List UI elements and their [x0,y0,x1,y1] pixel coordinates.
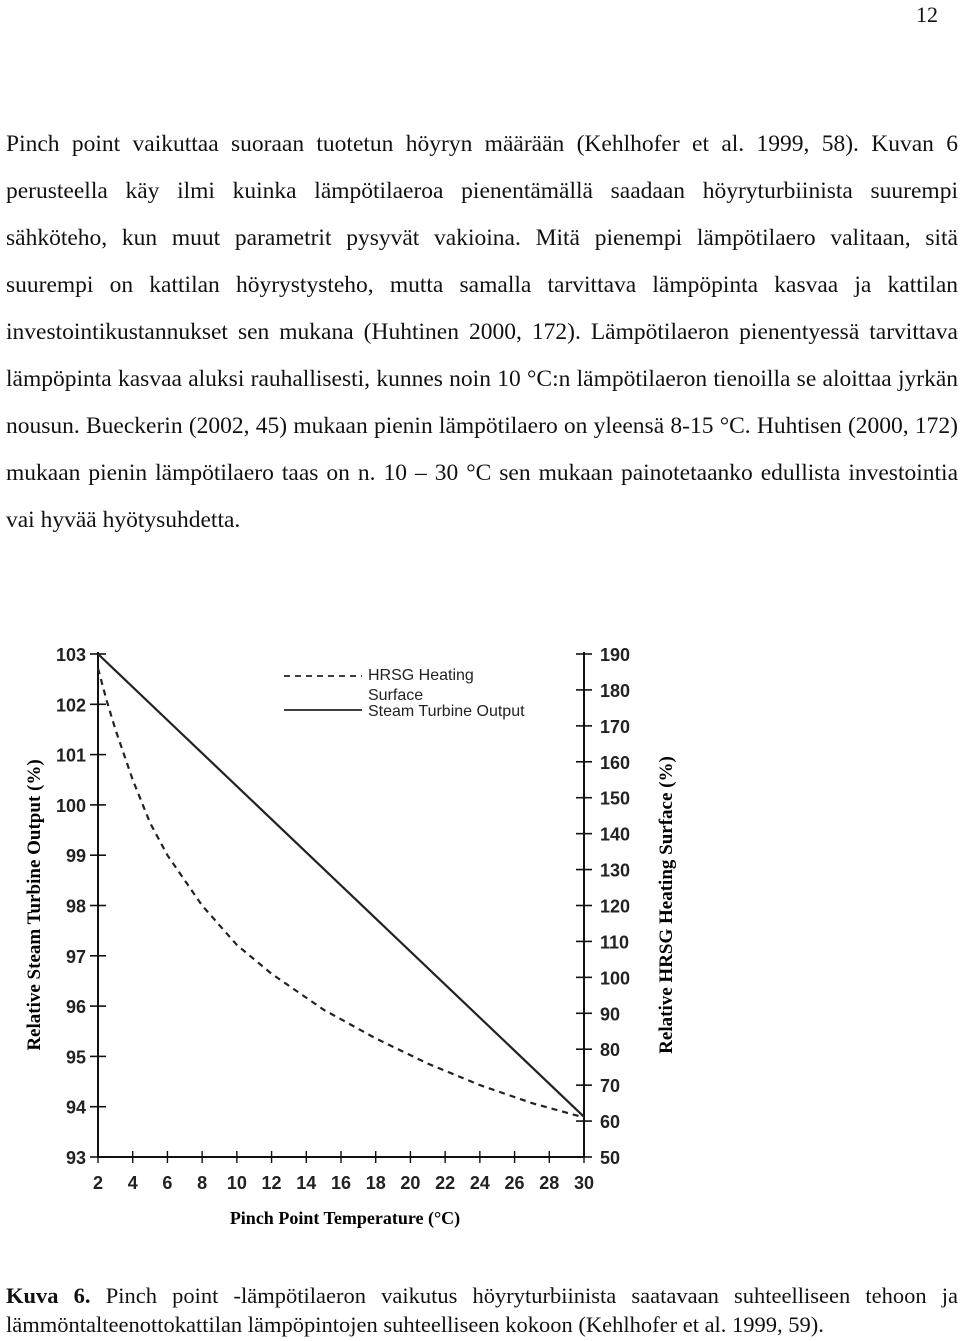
x-tick-label: 4 [127,1173,138,1193]
x-tick-label: 24 [469,1173,490,1193]
right-tick-label: 160 [600,752,631,773]
series-line-steam-turbine-output [98,654,584,1117]
left-tick-label: 98 [65,896,86,917]
chart-svg [0,630,960,1240]
series-line-hrsg-heating-surface [98,668,584,1117]
right-tick-label: 90 [600,1004,621,1025]
legend [284,667,525,720]
x-axis-title: Pinch Point Temperature (°C) [229,1208,461,1228]
x-tick-label: 26 [504,1173,525,1193]
right-tick-label: 60 [600,1112,621,1133]
chart-series [98,654,584,1118]
right-tick-label: 150 [600,788,631,809]
figure-caption [6,1281,958,1339]
right-tick-label: 80 [600,1040,621,1061]
page-number: 12 [916,2,938,27]
figure-pinch-point-chart [0,630,960,1240]
left-tick-label: 102 [55,695,86,716]
right-tick-label: 140 [600,824,631,845]
right-tick-label: 50 [600,1148,621,1168]
left-tick-label: 93 [65,1148,86,1168]
x-tick-label: 16 [330,1173,352,1193]
x-tick-label: 6 [162,1173,173,1193]
legend-label-turbine: Steam Turbine Output [368,703,525,720]
x-tick-label: 28 [539,1173,560,1193]
y-left-axis-title: Relative Steam Turbine Output (%) [24,759,45,1051]
left-tick-label: 97 [65,946,86,967]
x-tick-label: 14 [296,1173,317,1193]
x-tick-label: 2 [92,1173,104,1193]
right-tick-label: 170 [600,716,631,737]
left-tick-label: 94 [65,1097,86,1118]
legend-label-hrsg-1: HRSG Heating [368,667,474,684]
x-tick-label: 18 [365,1173,386,1193]
y-right-axis-title: Relative HRSG Heating Surface (%) [656,756,677,1054]
left-tick-label: 96 [65,997,86,1018]
right-tick-label: 190 [600,645,631,665]
right-tick-label: 130 [600,860,631,881]
left-tick-label: 100 [55,795,86,816]
right-tick-label: 120 [600,896,631,917]
left-tick-label: 101 [55,745,86,766]
x-tick-label: 8 [197,1173,208,1193]
body-paragraph: Pinch point vaikuttaa suoraan tuotetun höyryn määrään (Kehlhofer et al. 1999, 58). Kuvan 6 perusteella käy ilmi kuinka lämpötilaeroa pienentämällä saadaan höyryturbiinista suurempi sähköteho, kun muut parametrit pysyvät vakioina. Mitä pienempi lämpötilaero valitaan, sitä suurempi on kattilan höyrystysteho, mutta samalla tarvittava lämpöpinta kasvaa ja kattilan investointikustannukset sen mukana (Huhtinen 2000, 172). Lämpötilaeron pienentyessä tarvittava lämpöpinta kasvaa aluksi rauhallisesti, kunnes noin 10 °C:n lämpötilaeron tienoilla se aloittaa jyrkän nousun. Bueckerin (2002, 45) mukaan pienin lämpötilaero on yleensä 8-15 °C. Huhtisen (2000, 172) mukaan pienin lämpötilaero taas on n. 10 – 30 °C sen mukaan painotetaanko edullista investointia vai hyvää hyötysuhdetta. [6,131,958,533]
x-tick-label: 20 [400,1173,421,1193]
caption-text: Pinch point -lämpötilaeron vaikutus höyryturbiinista saatavaan suhteelliseen tehoon ja lämmöntalteenottokattilan lämpöpintojen suhteelliseen kokoon (Kehlhofer et al. 1999, 59). [6,1283,958,1337]
right-tick-label: 180 [600,680,631,701]
caption-label: Kuva 6. [6,1283,91,1308]
left-tick-label: 103 [55,645,86,665]
right-tick-label: 70 [600,1076,621,1097]
left-tick-label: 95 [65,1047,86,1068]
right-tick-label: 110 [600,932,630,953]
x-tick-label: 22 [435,1173,456,1193]
x-tick-label: 10 [226,1173,247,1193]
right-tick-label: 100 [600,968,631,989]
legend-label-hrsg-2: Surface [368,687,424,704]
x-tick-label: 30 [573,1173,595,1193]
left-tick-label: 99 [65,846,86,867]
x-tick-label: 12 [261,1173,282,1193]
